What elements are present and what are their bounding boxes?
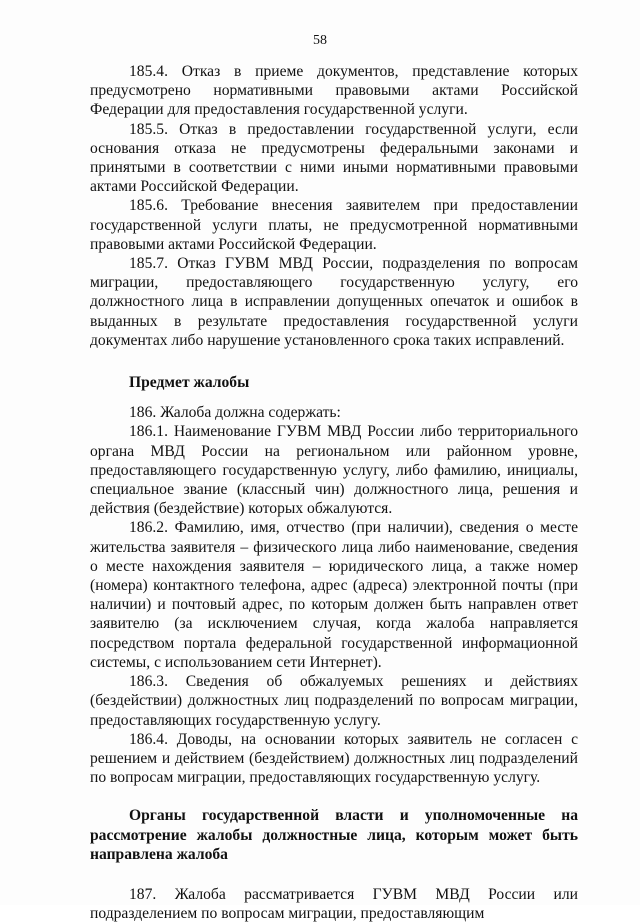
paragraph-186-3: 186.3. Сведения об обжалуемых решениях и действиях (бездействии) должностных лиц подразделений по вопросам миграции, предоставляющих государственную услугу. — [90, 673, 578, 729]
paragraph-186-4: 186.4. Доводы, на основании которых заявитель не согласен с решением и действием (бездействием) должностных лиц подразделений по вопросам миграции, предоставляющих государственную услугу. — [90, 730, 578, 787]
paragraph-186-1: 186.1. Наименование ГУВМ МВД России либо территориального органа МВД России на региональном или районном уровне, предоставляющего государственную услугу, либо фамилию, инициалы, специальное звание (классный чин) должностного лица, решения и действия (бездействие) которых обжалуются. — [90, 423, 578, 518]
heading-spacer — [90, 864, 578, 885]
section-heading-authorities: Органы государственной власти и уполномоченные на рассмотрение жалобы должностные лица, которым может быть направлена жалоба — [90, 807, 578, 863]
paragraph-186-2: 186.2. Фамилию, имя, отчество (при наличии), сведения о месте жительства заявителя – физического лица либо наименование, сведения о месте нахождения заявителя – юридического лица, а также номер (номера) контактного телефона, адрес (адреса) электронной почты (при наличии) и почтовый адрес, по которым должен быть направлен ответ заявителю (за исключением случая, когда жалоба направляется посредством портала федеральной государственной информационной системы, с использованием сети Интернет). — [90, 519, 578, 671]
paragraph-187: 187. Жалоба рассматривается ГУВМ МВД России или подразделением по вопросам миграции, предоставляющим — [90, 885, 578, 923]
paragraph-185-7: 185.7. Отказ ГУВМ МВД России, подразделения по вопросам миграции, предоставляющего государственную услугу, его должностного лица в исправлении допущенных опечаток и ошибок в выданных в результате предоставления государственной услуги документах либо нарушение установленного срока таких исправлений. — [90, 255, 578, 349]
page-number: 58 — [313, 33, 327, 48]
section-spacer — [90, 350, 578, 373]
paragraph-185-5: 185.5. Отказ в предоставлении государственной услуги, если основания отказа не предусмотрены федеральными законами и принятыми в соответствии с ними иными нормативными правовыми актами Российской Федерации. — [90, 120, 578, 196]
paragraph-185-6: 185.6. Требование внесения заявителем при предоставлении государственной услуги платы, не предусмотренной нормативными правовыми актами Российской Федерации. — [90, 197, 578, 253]
section-heading-complaint-subject: Предмет жалобы — [129, 374, 250, 392]
paragraph-185-4: 185.4. Отказ в приеме документов, представление которых предусмотрено нормативными правовыми актами Российской Федерации для предоставления государственной услуги. — [90, 63, 578, 119]
document-body — [90, 62, 578, 923]
paragraph-186: 186. Жалоба должна содержать: — [129, 404, 341, 422]
section-spacer — [90, 787, 578, 806]
heading-spacer — [90, 392, 578, 403]
